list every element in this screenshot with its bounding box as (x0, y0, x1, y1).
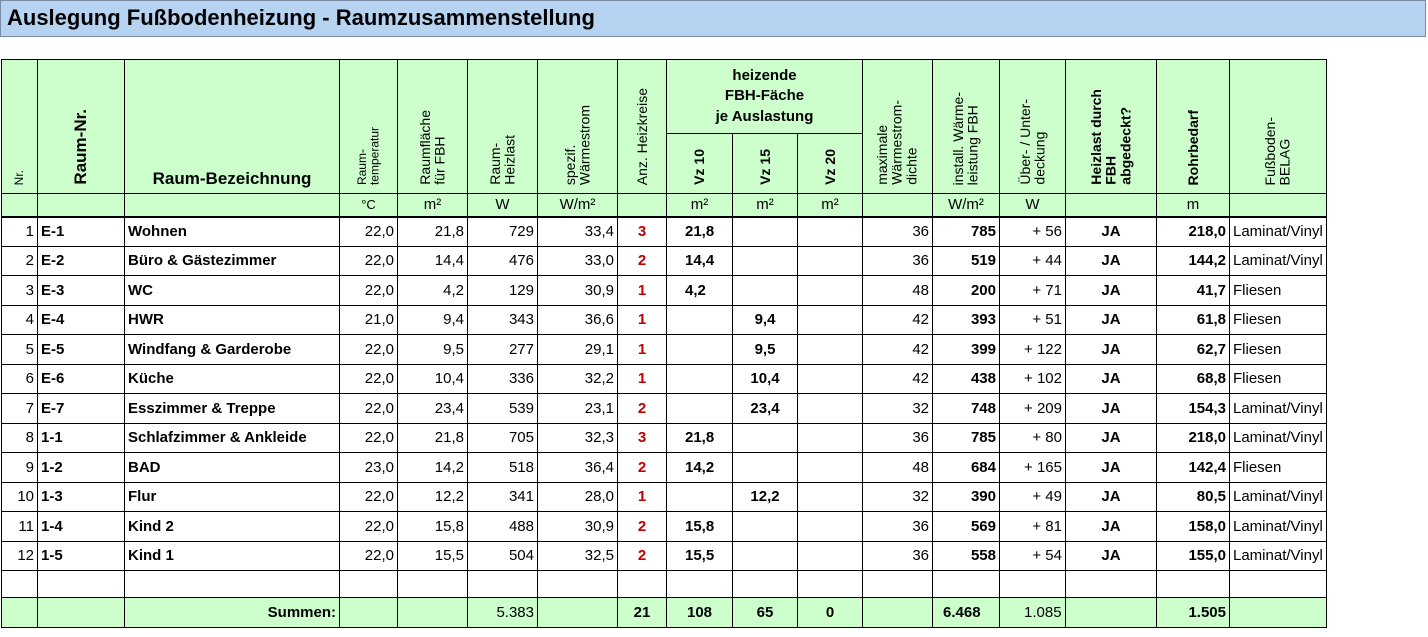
row-temp: 22,0 (340, 394, 398, 424)
row-raum-nr: 1-2 (38, 453, 125, 483)
row-vz10: 21,8 (667, 217, 733, 247)
summen-install: 6.468 (933, 598, 1000, 628)
row-vz10 (667, 364, 733, 394)
row-heizlast: 277 (468, 335, 538, 365)
row-temp: 23,0 (340, 453, 398, 483)
row-vz20 (798, 364, 863, 394)
row-name: Büro & Gästezimmer (125, 246, 340, 276)
table-row (2, 246, 1327, 276)
row-ueber: + 165 (1000, 453, 1066, 483)
row-heizkreise: 3 (618, 217, 667, 247)
row-belag: Fliesen (1230, 305, 1327, 335)
row-name: BAD (125, 453, 340, 483)
row-vz15 (733, 276, 798, 306)
unit-vz10: m² (667, 194, 733, 217)
row-waermestrom: 23,1 (538, 394, 618, 424)
row-rohr: 218,0 (1157, 217, 1230, 247)
header-vz15: Vz 15 (733, 134, 798, 194)
row-gedeckt: JA (1066, 512, 1157, 542)
row-vz20 (798, 305, 863, 335)
row-heizlast: 518 (468, 453, 538, 483)
row-nr: 11 (2, 512, 38, 542)
row-rohr: 61,8 (1157, 305, 1230, 335)
row-waermestrom: 30,9 (538, 512, 618, 542)
header-heizkreise: Anz. Heizkreise (618, 60, 667, 194)
row-heizkreise: 2 (618, 394, 667, 424)
row-heizlast: 504 (468, 541, 538, 571)
header-fbh-group: heizende FBH-Fäche je Auslastung (667, 60, 863, 134)
row-flaeche: 21,8 (398, 217, 468, 247)
row-vz15: 12,2 (733, 482, 798, 512)
sheet-title: Auslegung Fußbodenheizung - Raumzusammenstellung (7, 5, 595, 30)
row-max-dichte: 48 (863, 453, 933, 483)
row-temp: 22,0 (340, 541, 398, 571)
row-flaeche: 21,8 (398, 423, 468, 453)
row-vz10: 21,8 (667, 423, 733, 453)
row-heizkreise: 2 (618, 512, 667, 542)
unit-heizlast: W (468, 194, 538, 217)
row-name: Küche (125, 364, 340, 394)
row-belag: Laminat/Vinyl (1230, 246, 1327, 276)
row-belag: Laminat/Vinyl (1230, 217, 1327, 247)
summen-vz20: 0 (798, 598, 863, 628)
row-name: Flur (125, 482, 340, 512)
header-raum-nr: Raum-Nr. (38, 60, 125, 194)
rows-body (2, 217, 1327, 571)
row-vz20 (798, 453, 863, 483)
row-max-dichte: 36 (863, 246, 933, 276)
summen-rohr: 1.505 (1157, 598, 1230, 628)
row-raum-nr: E-7 (38, 394, 125, 424)
row-rohr: 218,0 (1157, 423, 1230, 453)
row-flaeche: 23,4 (398, 394, 468, 424)
row-belag: Fliesen (1230, 335, 1327, 365)
row-vz15 (733, 423, 798, 453)
row-temp: 22,0 (340, 246, 398, 276)
row-gedeckt: JA (1066, 305, 1157, 335)
row-vz10: 14,4 (667, 246, 733, 276)
row-name: WC (125, 276, 340, 306)
blank-row (2, 571, 1327, 598)
header-vz10: Vz 10 (667, 134, 733, 194)
row-vz10 (667, 335, 733, 365)
header-install: install. Wärme- leistung FBH (933, 60, 1000, 194)
row-nr: 7 (2, 394, 38, 424)
row-raum-nr: 1-4 (38, 512, 125, 542)
row-gedeckt: JA (1066, 276, 1157, 306)
summen-vz10: 108 (667, 598, 733, 628)
row-heizkreise: 2 (618, 246, 667, 276)
row-vz10 (667, 305, 733, 335)
table-row (2, 217, 1327, 247)
row-rohr: 62,7 (1157, 335, 1230, 365)
row-ueber: + 56 (1000, 217, 1066, 247)
row-nr: 12 (2, 541, 38, 571)
header-gedeckt: Heizlast durch FBH abgedeckt? (1066, 60, 1157, 194)
row-flaeche: 15,8 (398, 512, 468, 542)
summen-heizkreise: 21 (618, 598, 667, 628)
summen-row (2, 598, 1327, 628)
summen-vz15: 65 (733, 598, 798, 628)
row-heizlast: 476 (468, 246, 538, 276)
header-waermestrom: spezif. Wärmestrom (538, 60, 618, 194)
row-vz15: 9,5 (733, 335, 798, 365)
row-heizkreise: 1 (618, 482, 667, 512)
row-rohr: 158,0 (1157, 512, 1230, 542)
row-raum-nr: E-6 (38, 364, 125, 394)
rooms-table (1, 59, 1327, 628)
row-nr: 9 (2, 453, 38, 483)
row-temp: 22,0 (340, 423, 398, 453)
row-waermestrom: 32,5 (538, 541, 618, 571)
row-nr: 6 (2, 364, 38, 394)
row-belag: Fliesen (1230, 276, 1327, 306)
summen-label: Summen: (125, 598, 340, 628)
row-vz20 (798, 276, 863, 306)
row-flaeche: 14,4 (398, 246, 468, 276)
row-install: 785 (933, 217, 1000, 247)
row-heizkreise: 1 (618, 276, 667, 306)
row-flaeche: 14,2 (398, 453, 468, 483)
row-nr: 3 (2, 276, 38, 306)
table-row (2, 276, 1327, 306)
row-vz20 (798, 482, 863, 512)
unit-vz15: m² (733, 194, 798, 217)
row-ueber: + 54 (1000, 541, 1066, 571)
row-temp: 22,0 (340, 482, 398, 512)
row-ueber: + 122 (1000, 335, 1066, 365)
row-install: 785 (933, 423, 1000, 453)
unit-waermestrom: W/m² (538, 194, 618, 217)
row-belag: Fliesen (1230, 364, 1327, 394)
unit-rohr: m (1157, 194, 1230, 217)
row-waermestrom: 29,1 (538, 335, 618, 365)
row-name: HWR (125, 305, 340, 335)
header-rohr: Rohrbedarf (1157, 60, 1230, 194)
table-row (2, 541, 1327, 571)
row-heizkreise: 1 (618, 364, 667, 394)
row-vz20 (798, 217, 863, 247)
row-vz20 (798, 512, 863, 542)
row-max-dichte: 36 (863, 217, 933, 247)
row-vz10: 4,2 (667, 276, 733, 306)
table-row (2, 512, 1327, 542)
row-raum-nr: 1-3 (38, 482, 125, 512)
row-name: Kind 1 (125, 541, 340, 571)
row-max-dichte: 32 (863, 482, 933, 512)
row-rohr: 154,3 (1157, 394, 1230, 424)
row-gedeckt: JA (1066, 453, 1157, 483)
table-row (2, 394, 1327, 424)
row-ueber: + 51 (1000, 305, 1066, 335)
row-gedeckt: JA (1066, 217, 1157, 247)
row-nr: 4 (2, 305, 38, 335)
table-row (2, 305, 1327, 335)
row-name: Esszimmer & Treppe (125, 394, 340, 424)
table-row (2, 335, 1327, 365)
row-vz15: 23,4 (733, 394, 798, 424)
row-nr: 8 (2, 423, 38, 453)
row-raum-nr: E-4 (38, 305, 125, 335)
row-name: Kind 2 (125, 512, 340, 542)
row-install: 393 (933, 305, 1000, 335)
row-temp: 22,0 (340, 364, 398, 394)
row-gedeckt: JA (1066, 364, 1157, 394)
row-raum-nr: E-1 (38, 217, 125, 247)
header-temp: Raum- temperatur (340, 60, 398, 194)
row-vz15 (733, 246, 798, 276)
unit-install: W/m² (933, 194, 1000, 217)
row-vz10: 15,8 (667, 512, 733, 542)
row-ueber: + 81 (1000, 512, 1066, 542)
row-nr: 1 (2, 217, 38, 247)
row-raum-nr: E-3 (38, 276, 125, 306)
unit-vz20: m² (798, 194, 863, 217)
row-temp: 22,0 (340, 512, 398, 542)
row-belag: Laminat/Vinyl (1230, 394, 1327, 424)
row-max-dichte: 36 (863, 541, 933, 571)
row-gedeckt: JA (1066, 541, 1157, 571)
header-flaeche: Raumfläche für FBH (398, 60, 468, 194)
row-vz15: 9,4 (733, 305, 798, 335)
table-row (2, 482, 1327, 512)
row-heizkreise: 3 (618, 423, 667, 453)
row-name: Schlafzimmer & Ankleide (125, 423, 340, 453)
row-install: 519 (933, 246, 1000, 276)
row-raum-nr: E-2 (38, 246, 125, 276)
row-waermestrom: 30,9 (538, 276, 618, 306)
row-rohr: 80,5 (1157, 482, 1230, 512)
row-vz15: 10,4 (733, 364, 798, 394)
row-vz20 (798, 335, 863, 365)
row-heizlast: 539 (468, 394, 538, 424)
row-vz20 (798, 423, 863, 453)
row-install: 748 (933, 394, 1000, 424)
row-name: Windfang & Garderobe (125, 335, 340, 365)
row-waermestrom: 36,4 (538, 453, 618, 483)
row-vz10 (667, 482, 733, 512)
row-install: 399 (933, 335, 1000, 365)
row-vz20 (798, 394, 863, 424)
row-belag: Laminat/Vinyl (1230, 512, 1327, 542)
header-belag: Fußboden- BELAG (1230, 60, 1327, 194)
row-raum-nr: 1-5 (38, 541, 125, 571)
row-belag: Laminat/Vinyl (1230, 541, 1327, 571)
row-vz15 (733, 217, 798, 247)
row-temp: 22,0 (340, 217, 398, 247)
row-vz10: 14,2 (667, 453, 733, 483)
header-vz20: Vz 20 (798, 134, 863, 194)
row-heizlast: 336 (468, 364, 538, 394)
row-belag: Laminat/Vinyl (1230, 482, 1327, 512)
row-belag: Fliesen (1230, 453, 1327, 483)
header-max-dichte: maximale Wärmestrom- dichte (863, 60, 933, 194)
unit-temp: °C (340, 194, 398, 217)
row-vz15 (733, 541, 798, 571)
row-temp: 22,0 (340, 276, 398, 306)
header-nr: Nr. (2, 60, 38, 194)
header-bezeichnung: Raum-Bezeichnung (125, 60, 340, 194)
summen-heizlast: 5.383 (468, 598, 538, 628)
row-install: 684 (933, 453, 1000, 483)
row-rohr: 68,8 (1157, 364, 1230, 394)
row-nr: 2 (2, 246, 38, 276)
row-temp: 21,0 (340, 305, 398, 335)
row-vz10 (667, 394, 733, 424)
row-waermestrom: 28,0 (538, 482, 618, 512)
row-heizlast: 705 (468, 423, 538, 453)
row-flaeche: 4,2 (398, 276, 468, 306)
row-temp: 22,0 (340, 335, 398, 365)
row-flaeche: 9,4 (398, 305, 468, 335)
row-flaeche: 15,5 (398, 541, 468, 571)
row-max-dichte: 32 (863, 394, 933, 424)
row-max-dichte: 36 (863, 423, 933, 453)
row-heizlast: 341 (468, 482, 538, 512)
title-bar (0, 0, 1426, 37)
row-heizkreise: 1 (618, 335, 667, 365)
row-flaeche: 10,4 (398, 364, 468, 394)
row-rohr: 41,7 (1157, 276, 1230, 306)
table-row (2, 453, 1327, 483)
row-install: 569 (933, 512, 1000, 542)
table-row (2, 364, 1327, 394)
row-install: 390 (933, 482, 1000, 512)
row-max-dichte: 36 (863, 512, 933, 542)
unit-ueber: W (1000, 194, 1066, 217)
row-rohr: 144,2 (1157, 246, 1230, 276)
header-ueber: Über- / Unter- deckung (1000, 60, 1066, 194)
row-install: 438 (933, 364, 1000, 394)
row-heizlast: 343 (468, 305, 538, 335)
row-heizlast: 729 (468, 217, 538, 247)
row-heizlast: 488 (468, 512, 538, 542)
row-max-dichte: 48 (863, 276, 933, 306)
row-gedeckt: JA (1066, 394, 1157, 424)
row-max-dichte: 42 (863, 305, 933, 335)
row-install: 558 (933, 541, 1000, 571)
row-ueber: + 80 (1000, 423, 1066, 453)
row-heizlast: 129 (468, 276, 538, 306)
row-waermestrom: 32,2 (538, 364, 618, 394)
row-nr: 10 (2, 482, 38, 512)
row-raum-nr: 1-1 (38, 423, 125, 453)
row-gedeckt: JA (1066, 335, 1157, 365)
row-ueber: + 102 (1000, 364, 1066, 394)
row-waermestrom: 33,4 (538, 217, 618, 247)
row-nr: 5 (2, 335, 38, 365)
row-vz15 (733, 512, 798, 542)
row-ueber: + 71 (1000, 276, 1066, 306)
summen-ueber: 1.085 (1000, 598, 1066, 628)
row-max-dichte: 42 (863, 335, 933, 365)
row-belag: Laminat/Vinyl (1230, 423, 1327, 453)
row-gedeckt: JA (1066, 246, 1157, 276)
row-ueber: + 209 (1000, 394, 1066, 424)
row-rohr: 142,4 (1157, 453, 1230, 483)
row-vz20 (798, 541, 863, 571)
row-heizkreise: 2 (618, 541, 667, 571)
row-waermestrom: 36,6 (538, 305, 618, 335)
row-flaeche: 12,2 (398, 482, 468, 512)
row-install: 200 (933, 276, 1000, 306)
row-raum-nr: E-5 (38, 335, 125, 365)
header-heizlast: Raum- Heizlast (468, 60, 538, 194)
row-waermestrom: 33,0 (538, 246, 618, 276)
row-heizkreise: 2 (618, 453, 667, 483)
table-row (2, 423, 1327, 453)
row-rohr: 155,0 (1157, 541, 1230, 571)
unit-flaeche: m² (398, 194, 468, 217)
row-vz20 (798, 246, 863, 276)
row-vz10: 15,5 (667, 541, 733, 571)
row-heizkreise: 1 (618, 305, 667, 335)
row-gedeckt: JA (1066, 482, 1157, 512)
row-name: Wohnen (125, 217, 340, 247)
row-ueber: + 49 (1000, 482, 1066, 512)
row-flaeche: 9,5 (398, 335, 468, 365)
row-gedeckt: JA (1066, 423, 1157, 453)
row-waermestrom: 32,3 (538, 423, 618, 453)
row-max-dichte: 42 (863, 364, 933, 394)
row-vz15 (733, 453, 798, 483)
row-ueber: + 44 (1000, 246, 1066, 276)
